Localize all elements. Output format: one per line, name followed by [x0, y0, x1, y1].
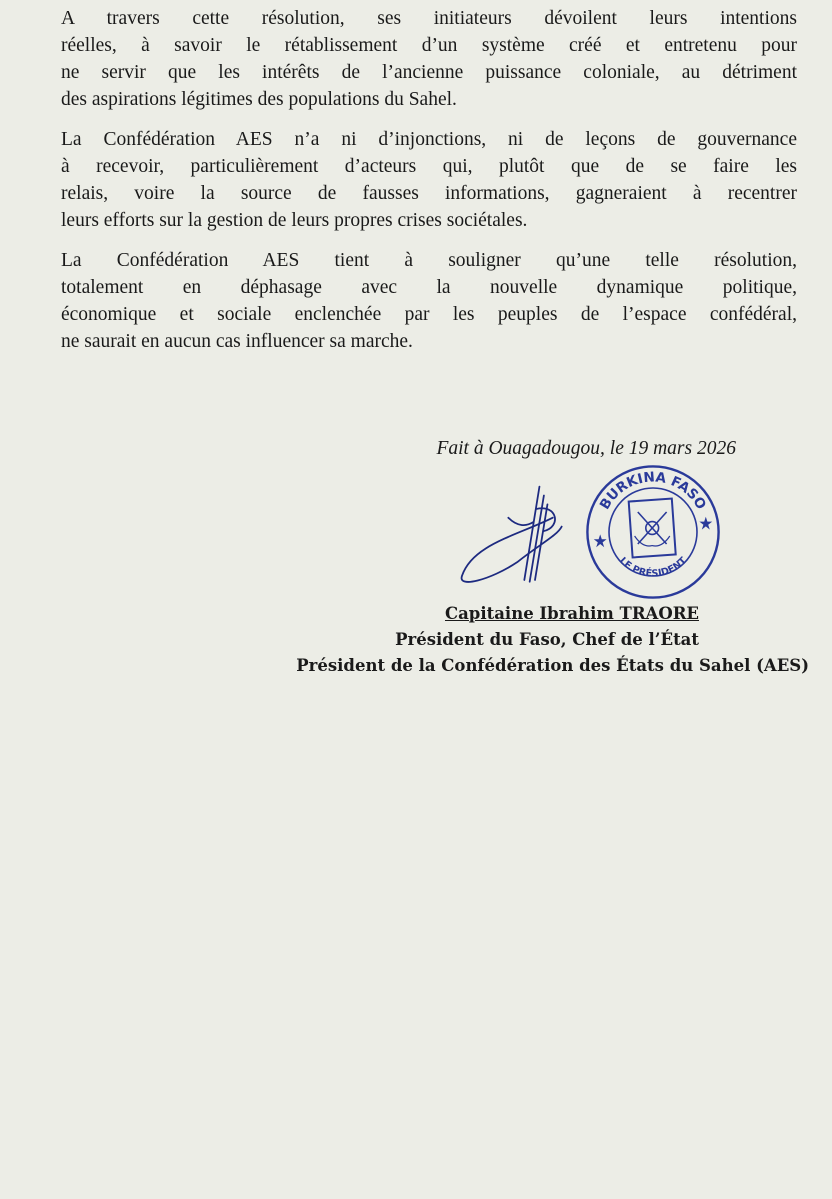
- signatory-title: Président du Faso, Chef de l’État: [395, 630, 699, 649]
- text-line: à recevoir, particulièrement d’acteurs qui, plutôt que de se faire les: [61, 156, 797, 177]
- stamp-bottom-text: LE PRÉSIDENT: [616, 555, 690, 580]
- text-line: leurs efforts sur la gestion de leurs propres crises sociétales.: [61, 210, 528, 231]
- star-icon: [594, 534, 607, 547]
- stamp-top-text: BURKINA FASO: [596, 469, 710, 513]
- paragraph-1: [61, 5, 797, 113]
- handwritten-signature: [455, 478, 575, 593]
- text-line: A travers cette résolution, ses initiateurs dévoilent leurs intentions: [61, 8, 797, 29]
- paragraph-3: [61, 247, 797, 355]
- text-line: économique et sociale enclenchée par les peuples de l’espace confédéral,: [61, 304, 797, 325]
- text-line: réelles, à savoir le rétablissement d’un système créé et entretenu pour: [61, 35, 797, 56]
- text-line: totalement en déphasage avec la nouvelle dynamique politique,: [61, 277, 797, 298]
- body-text: [61, 5, 797, 368]
- text-line: ne servir que les intérêts de l’ancienne puissance coloniale, au détriment: [61, 62, 797, 83]
- paragraph-2: [61, 126, 797, 234]
- text-line: relais, voire la source de fausses informations, gagneraient à recentrer: [61, 183, 797, 204]
- svg-text:LE PRÉSIDENT: [617, 555, 689, 579]
- text-line: ne saurait en aucun cas influencer sa marche.: [61, 331, 413, 352]
- text-line: des aspirations légitimes des populations du Sahel.: [61, 89, 457, 110]
- svg-text:BURKINA FASO: [597, 469, 709, 512]
- signatory-name: Capitaine Ibrahim TRAORE: [444, 604, 699, 623]
- text-line: La Confédération AES n’a ni d’injonctions, ni de leçons de gouvernance: [61, 129, 797, 150]
- official-stamp: [585, 464, 721, 600]
- place-date: Fait à Ouagadougou, le 19 mars 2026: [436, 438, 736, 459]
- text-line: La Confédération AES tient à souligner qu’une telle résolution,: [61, 250, 797, 271]
- star-icon: [699, 517, 712, 530]
- signatory-title-aes: Président de la Confédération des États du Sahel (AES): [296, 656, 809, 675]
